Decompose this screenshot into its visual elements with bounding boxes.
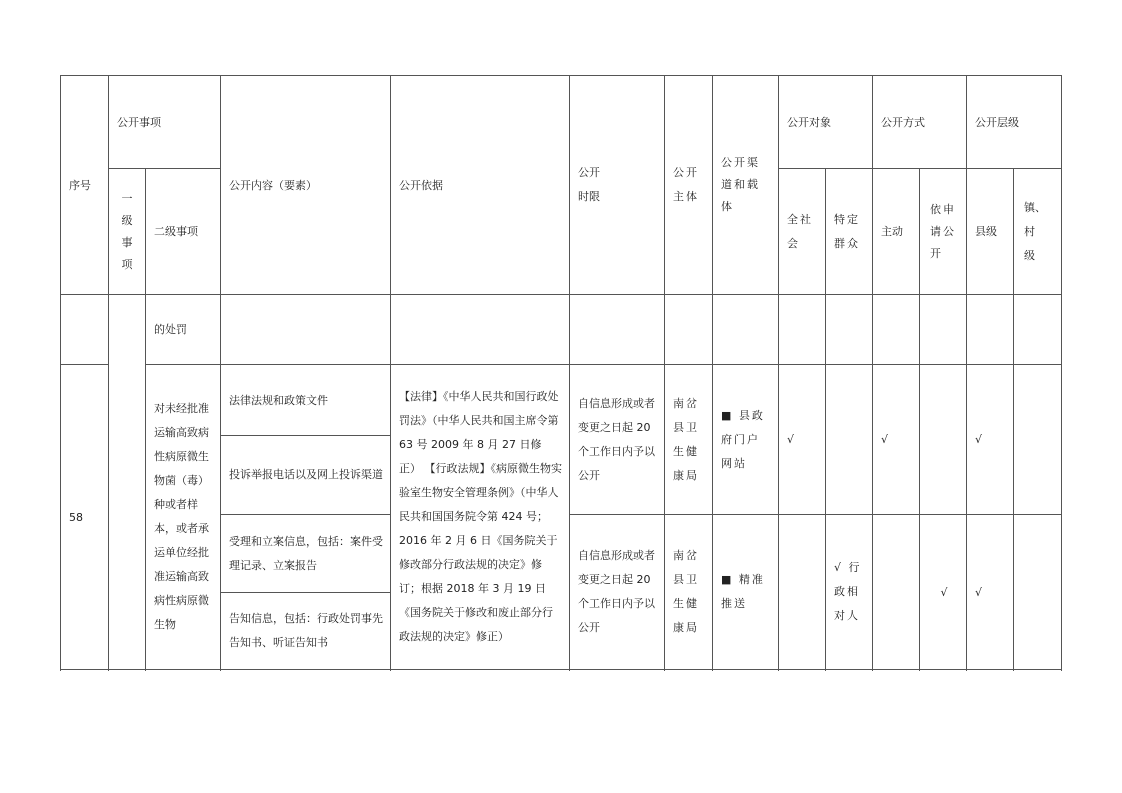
g1-town: [1014, 365, 1062, 515]
header-target-specific-text: 特定群众: [834, 212, 860, 250]
header-mode: 公开方式: [873, 76, 967, 169]
g1-channel: ■ 县政府门户网站: [713, 365, 779, 515]
g2-apply: √: [920, 515, 967, 670]
g2-county: √: [967, 515, 1014, 670]
header-mode-active: 主动: [873, 169, 920, 295]
cont-time: [570, 295, 665, 365]
header-target-specific: [826, 169, 873, 295]
row58-content-4: 告知信息，包括：行政处罚事先告知书、听证告知书: [221, 593, 391, 670]
cont-basis: [391, 295, 570, 365]
header-basis: 公开依据: [391, 76, 570, 295]
header-target-all-text: 全社会: [787, 212, 813, 250]
g1-specific: [826, 365, 873, 515]
header-target-all: [779, 169, 826, 295]
table-row: [61, 365, 1062, 436]
g2-subject: 南岔县卫生健康局: [665, 515, 713, 670]
g1-active: √: [873, 365, 920, 515]
cont-specific: [826, 295, 873, 365]
header-time-text: 公开时限: [578, 166, 600, 203]
row58-content-3: 受理和立案信息，包括：案件受理记录、立案报告: [221, 515, 391, 593]
g2-specific: √ 行政相对人: [826, 515, 873, 670]
cont-content: [221, 295, 391, 365]
row58-content-2: 投诉举报电话以及网上投诉渠道: [221, 436, 391, 515]
header-mode-apply-text: 依申请公开: [930, 202, 956, 260]
header-level2: 二级事项: [146, 169, 221, 295]
header-level: 公开层级: [967, 76, 1062, 169]
header-channel: [713, 76, 779, 295]
header-channel-text: 公开渠道和载体: [721, 156, 760, 213]
cont-active: [873, 295, 920, 365]
row58-level2: 对未经批准运输高致病性病原微生物菌（毒）种或者样本，或者承运单位经批准运输高致病性病原微生物: [146, 365, 221, 670]
header-level1-text: 一级事项: [121, 191, 133, 271]
cont-level2: 的处罚: [146, 295, 221, 365]
header-level-town: [1014, 169, 1062, 295]
row58-seq: 58: [61, 365, 109, 670]
g1-apply: [920, 365, 967, 515]
header-level-county: 县级: [967, 169, 1014, 295]
g2-channel: ■ 精准推送: [713, 515, 779, 670]
cont-all: [779, 295, 826, 365]
header-item: 公开事项: [109, 76, 221, 169]
table-row: [61, 295, 1062, 365]
g2-active: [873, 515, 920, 670]
g2-all: [779, 515, 826, 670]
row58-basis: 【法律】《中华人民共和国行政处罚法》（中华人民共和国主席令第 63 号 2009 年 8 月 27 日修正） 【行政法规】《病原微生物实验室生物安全管理条例》（中华人民共和国国务院令第 424 号；2016 年 2 月 6 日《国务院关于修改部分行政法规的决定》修订；根据 2018 年 3 月 19 日《国务院关于修改和废止部分行政法规的决定》修正）: [391, 365, 570, 670]
cont-county: [967, 295, 1014, 365]
cont-seq: [61, 295, 109, 365]
g1-subject: 南岔县卫生健康局: [665, 365, 713, 515]
header-target: 公开对象: [779, 76, 873, 169]
cont-channel: [713, 295, 779, 365]
header-time: [570, 76, 665, 295]
header-seq: 序号: [61, 76, 109, 295]
header-content: 公开内容（要素）: [221, 76, 391, 295]
g1-time: 自信息形成或者变更之日起 20 个工作日内予以公开: [570, 365, 665, 515]
header-mode-apply: [920, 169, 967, 295]
g1-county: √: [967, 365, 1014, 515]
header-level1: [109, 169, 146, 295]
g1-all: √: [779, 365, 826, 515]
cont-subject: [665, 295, 713, 365]
level1-cell: [109, 295, 146, 670]
header-level-town-text: 镇、村级: [1024, 200, 1046, 262]
header-subject-text: 公开主体: [673, 166, 699, 203]
disclosure-table: [60, 75, 1062, 670]
row58-content-1: 法律法规和政策文件: [221, 365, 391, 436]
header-row-1: [61, 76, 1062, 169]
header-subject: [665, 76, 713, 295]
g2-time: 自信息形成或者变更之日起 20 个工作日内予以公开: [570, 515, 665, 670]
g2-town: [1014, 515, 1062, 670]
cont-town: [1014, 295, 1062, 365]
cont-apply: [920, 295, 967, 365]
